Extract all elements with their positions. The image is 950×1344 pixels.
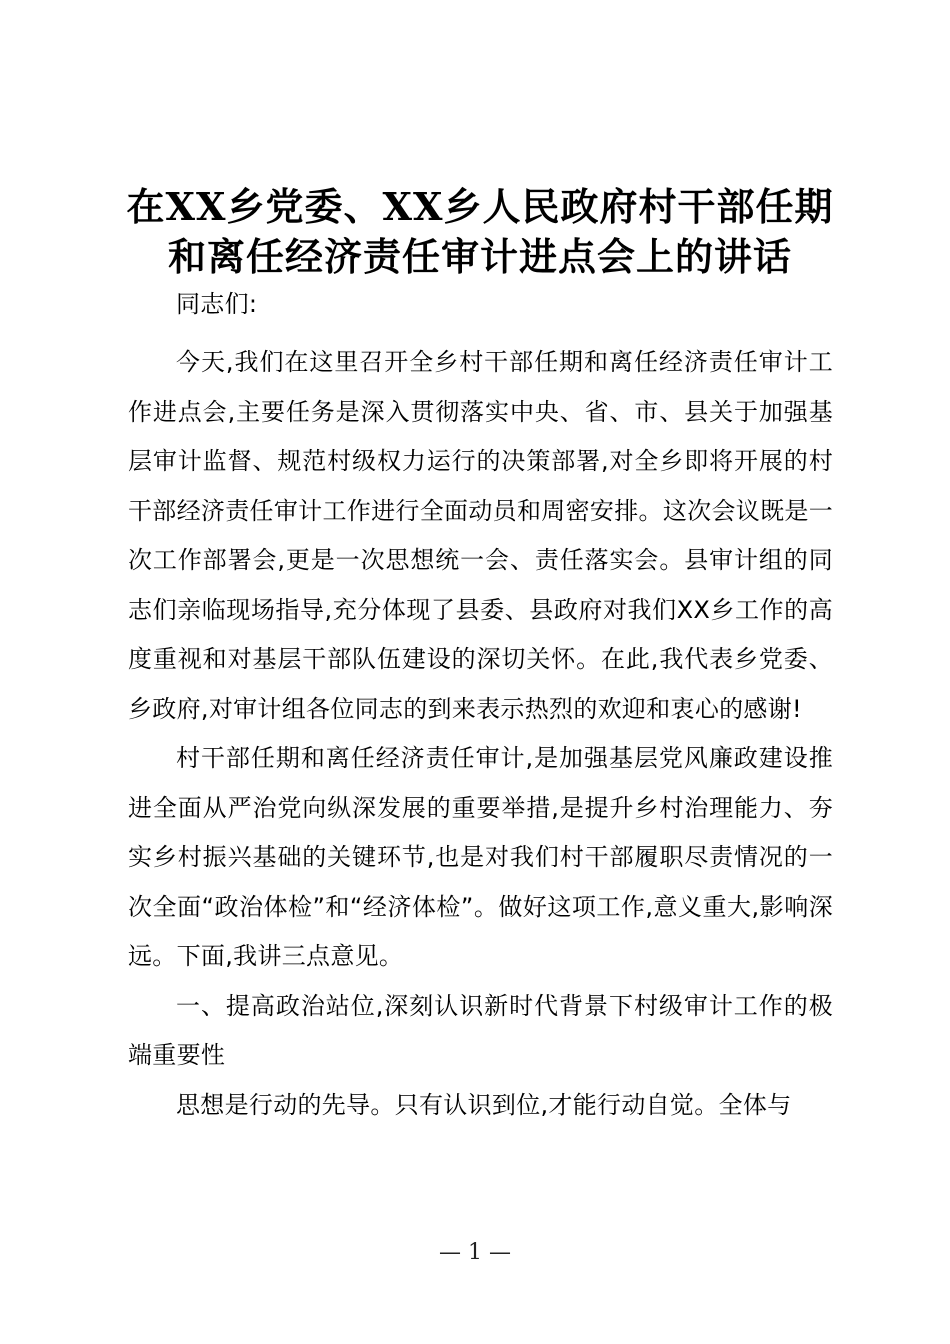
page-number: — 1 — <box>439 1240 511 1265</box>
section-heading: 一、提高政治站位,深刻认识新时代背景下村级审计工作的极端重要性 <box>128 991 833 1069</box>
greeting: 同志们: <box>176 290 258 318</box>
paragraph-continuation: 思想是行动的先导。只有认识到位,才能行动自觉。全体与 <box>176 1090 792 1119</box>
document-title: 在XX乡党委、XX乡人民政府村干部任期和离任经济责任审计进点会上的讲话 <box>126 184 834 279</box>
document-body <box>128 284 833 1130</box>
paragraph-significance: 村干部任期和离任经济责任审计,是加强基层党风廉政建设推进全面从严治党向纵深发展的重要举措,是提升乡村治理能力、夯实乡村振兴基础的关键环节,也是对我们村干部履职尽责情况的一次全面“政治体检”和“经济体检”。做好这项工作,意义重大,影响深远。下面,我讲三点意见。 <box>128 744 833 970</box>
paragraph-opening: 今天,我们在这里召开全乡村干部任期和离任经济责任审计工作进点会,主要任务是深入贯彻落实中央、省、市、县关于加强基层审计监督、规范村级权力运行的决策部署,对全乡即将开展的村干部经济责任审计工作进行全面动员和周密安排。这次会议既是一次工作部署会,更是一次思想统一会、责任落实会。县审计组的同志们亲临现场指导,充分体现了县委、县政府对我们XX乡工作的高度重视和对基层干部队伍建设的深切关怀。在此,我代表乡党委、乡政府,对审计组各位同志的到来表示热烈的欢迎和衷心的感谢! <box>128 348 833 723</box>
